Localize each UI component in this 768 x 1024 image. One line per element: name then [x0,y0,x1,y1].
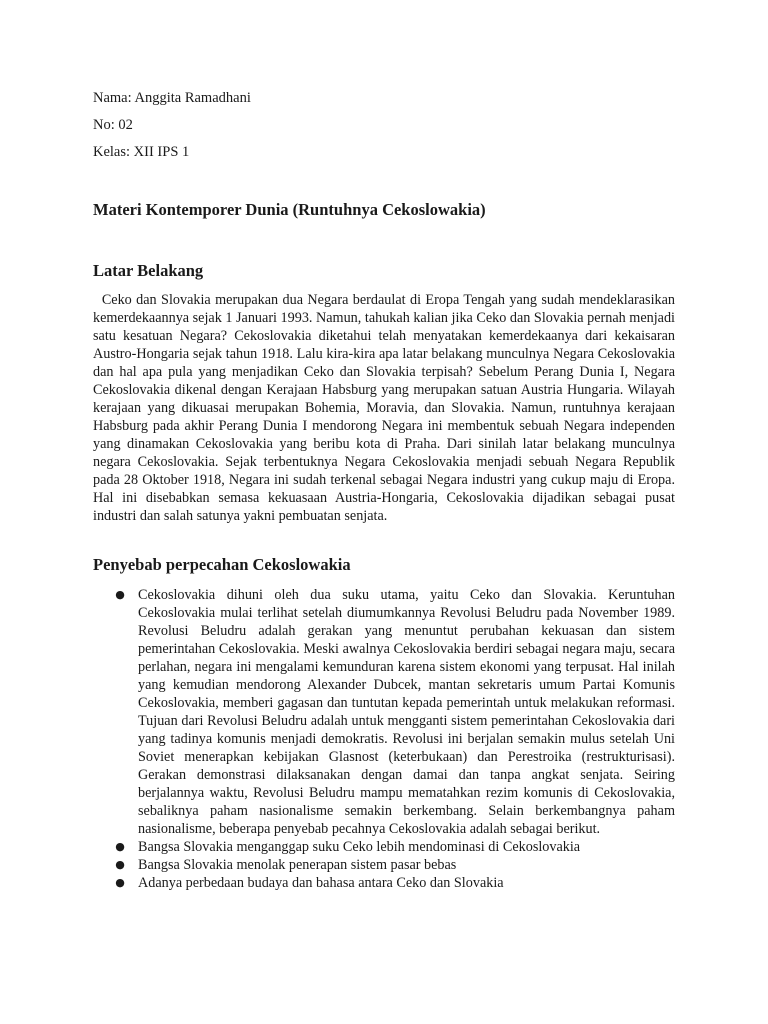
student-name: Nama: Anggita Ramadhani [93,90,251,106]
list-item-text: Cekoslovakia dihuni oleh dua suku utama, yaitu Ceko dan Slovakia. Keruntuhan Cekoslovakia mulai terlihat setelah diumumkannya Revolusi Beludru pada November 1989. Revolusi Beludru adalah gerakan yang menuntut perubahan kekuasan dan sistem pemerintahan Cekoslovakia. Meski awalnya Cekoslovakia berdiri sebagai negara maju, secara perlahan, negara ini mengalami kemunduran karena sistem ekonomi yang terpusat. Hal inilah yang kemudian mendorong Alexander Dubcek, mantan sekretaris umum Partai Komunis Cekoslovakia, memberi gagasan dan tuntutan kepada pemerintah untuk melakukan reformasi. Tujuan dari Revolusi Beludru adalah untuk mengganti sistem pemerintahan Cekoslovakia dari yang tadinya komunis menjadi demokratis. Revolusi ini berjalan semakin mulus setelah Uni Soviet menerapkan kebijakan Glasnost (keterbukaan) dan Perestroika (restrukturisasi). Gerakan demonstrasi dilaksanakan dengan damai dan tanpa angkat senjata. Seiring berjalannya waktu, Revolusi Beludru mampu mematahkan rezim komunis di Cekoslovakia, sebaliknya paham nasionalisme semakin berkembang. Selain berkembangnya paham nasionalisme, beberapa penyebab pecahnya Cekoslovakia adalah sebagai berikut. [138,587,675,837]
list-item-text: Bangsa Slovakia menganggap suku Ceko lebih mendominasi di Cekoslovakia [138,839,581,855]
bullet-icon: ● [115,876,125,889]
list-item [93,586,675,838]
section-heading-penyebab: Penyebab perpecahan Cekoslowakia [93,555,351,574]
list-item [93,838,675,856]
latar-belakang-paragraph: Ceko dan Slovakia merupakan dua Negara berdaulat di Eropa Tengah yang sudah mendeklarasikan kemerdekaannya sejak 1 Januari 1993. Namun, tahukah kalian jika Ceko dan Slovakia pernah menjadi satu kesatuan Negara? Cekoslovakia diketahui telah menyatakan kemerdekaanya dari kekaisaran Austro-Hongaria sejak tahun 1918. Lalu kira-kira apa latar belakang munculnya Negara Cekoslovakia dan hal apa pula yang menjadikan Ceko dan Slovakia terpisah? Sebelum Perang Dunia I, Negara Cekoslovakia dikenal dengan Kerajaan Habsburg yang merupakan satuan Austria Hungaria. Wilayah kerajaan yang dikuasai merupakan Bohemia, Moravia, dan Slovakia. Namun, runtuhnya kerajaan Habsburg pada akhir Perang Dunia I mendorong Negara ini membentuk sebuah Negara independen yang dinamakan Cekoslovakia yang beribu kota di Praha. Dari sinilah latar belakang munculnya negara Cekoslovakia. Sejak terbentuknya Negara Cekoslovakia menjadi sebuah Negara Republik pada 28 Oktober 1918, Negara ini sudah terkenal sebagai Negara industri yang cukup maju di Eropa. Hal ini disebabkan semasa kekuasaan Austria-Hongaria, Cekoslovakia dijadikan sebagai pusat industri dan salah satunya yakni pembuatan senjata. [93,292,679,524]
list-item-text: Adanya perbedaan budaya dan bahasa antara Ceko dan Slovakia [138,875,504,891]
bullet-icon: ● [115,840,125,853]
list-item-text: Bangsa Slovakia menolak penerapan sistem pasar bebas [138,857,457,873]
bullet-icon: ● [115,588,125,601]
section-heading-latar-belakang: Latar Belakang [93,261,204,280]
list-item [93,874,675,892]
cause-list [93,586,675,892]
bullet-icon: ● [115,858,125,871]
list-item [93,856,675,874]
student-number: No: 02 [93,117,133,133]
student-class: Kelas: XII IPS 1 [93,144,190,160]
document-title: Materi Kontemporer Dunia (Runtuhnya Cekoslowakia) [93,200,486,219]
